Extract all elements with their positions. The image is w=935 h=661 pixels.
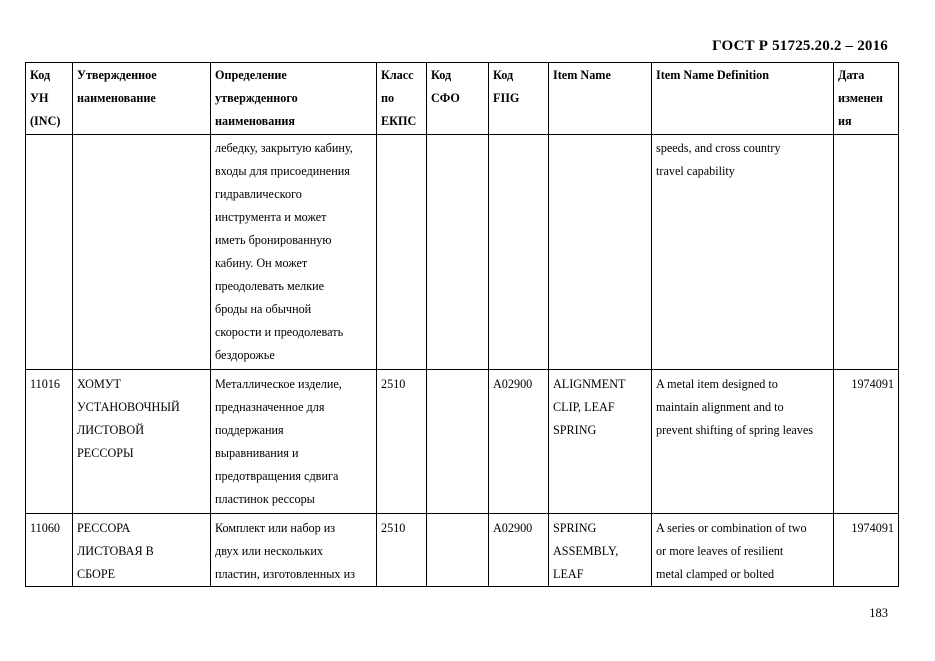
cell-date-changed <box>834 135 899 370</box>
document-standard-header: ГОСТ Р 51725.20.2 – 2016 <box>712 38 888 54</box>
cell-approved-name: ХОМУТ УСТАНОВОЧНЫЙ ЛИСТОВОЙ РЕССОРЫ <box>73 370 211 514</box>
cell-fiig-code <box>489 135 549 370</box>
cell-fiig-code: A02900 <box>489 514 549 587</box>
cell-ekps-class: 2510 <box>377 514 427 587</box>
cell-definition-ru: Металлическое изделие, предназначенное для поддержания выравнивания и предотвращения сдвига пластинок рессоры <box>211 370 377 514</box>
header-cell-sfo-code: Код СФО <box>427 63 489 135</box>
table-row <box>26 514 899 587</box>
cell-inc: 11016 <box>26 370 73 514</box>
cell-ekps-class <box>377 135 427 370</box>
cell-item-name-definition: speeds, and cross country travel capability <box>652 135 834 370</box>
header-cell-date-changed: Дата изменен ия <box>834 63 899 135</box>
cell-date-changed: 1974091 <box>834 370 899 514</box>
cell-definition-ru: Комплект или набор из двух или нескольких пластин, изготовленных из <box>211 514 377 587</box>
cell-approved-name <box>73 135 211 370</box>
header-cell-item-name-definition: Item Name Definition <box>652 63 834 135</box>
item-names-table <box>25 62 899 587</box>
table-row <box>26 370 899 514</box>
cell-approved-name: РЕССОРА ЛИСТОВАЯ В СБОРЕ <box>73 514 211 587</box>
header-cell-ekps-class: Класс по ЕКПС <box>377 63 427 135</box>
cell-sfo-code <box>427 514 489 587</box>
header-cell-item-name: Item Name <box>549 63 652 135</box>
cell-item-name <box>549 135 652 370</box>
cell-ekps-class: 2510 <box>377 370 427 514</box>
cell-sfo-code <box>427 135 489 370</box>
header-cell-inc: Код УН (INC) <box>26 63 73 135</box>
table-header-row <box>26 63 899 135</box>
header-cell-approved-name: Утвержденное наименование <box>73 63 211 135</box>
page-number: 183 <box>869 606 888 620</box>
cell-date-changed: 1974091 <box>834 514 899 587</box>
cell-item-name-definition: A series or combination of two or more leaves of resilient metal clamped or bolted <box>652 514 834 587</box>
header-cell-fiig-code: Код FIIG <box>489 63 549 135</box>
header-cell-definition-ru: Определение утвержденного наименования <box>211 63 377 135</box>
cell-item-name: ALIGNMENT CLIP, LEAF SPRING <box>549 370 652 514</box>
cell-inc <box>26 135 73 370</box>
table-row <box>26 135 899 370</box>
cell-inc: 11060 <box>26 514 73 587</box>
cell-item-name-definition: A metal item designed to maintain alignment and to prevent shifting of spring leaves <box>652 370 834 514</box>
cell-fiig-code: A02900 <box>489 370 549 514</box>
cell-definition-ru: лебедку, закрытую кабину, входы для присоединения гидравлического инструмента и может иметь бронированную кабину. Он может преодолевать мелкие броды на обычной скорости и преодолевать бездорожье <box>211 135 377 370</box>
cell-sfo-code <box>427 370 489 514</box>
cell-item-name: SPRING ASSEMBLY, LEAF <box>549 514 652 587</box>
